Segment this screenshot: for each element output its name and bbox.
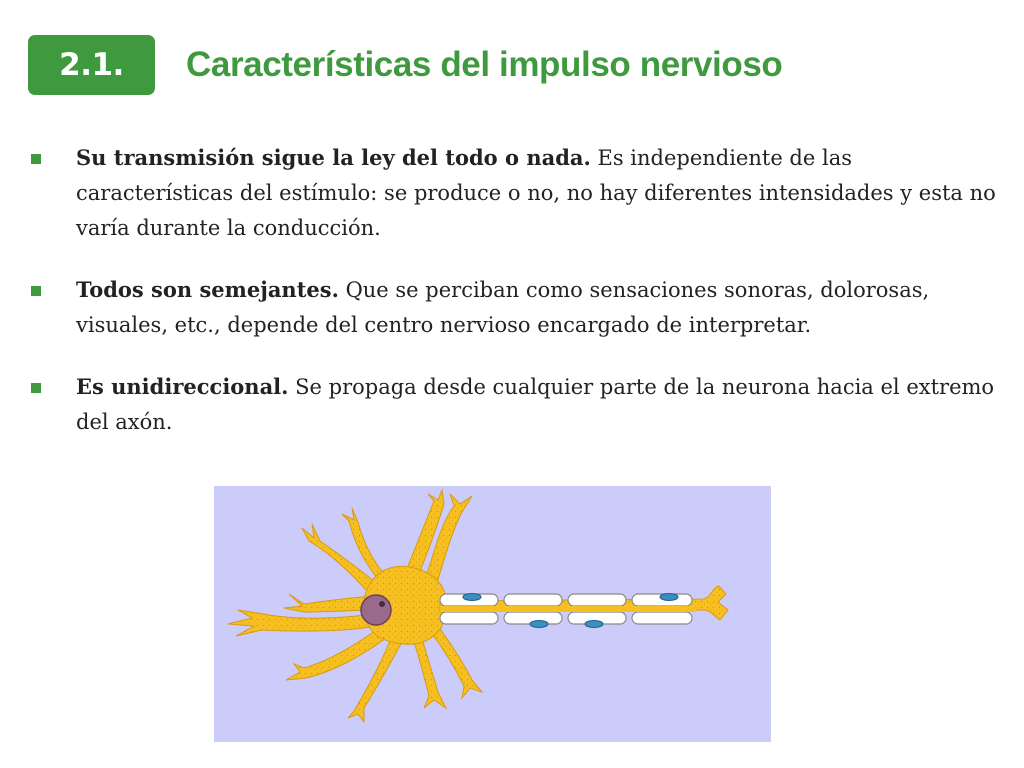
neuron-illustration-icon (214, 486, 771, 742)
list-item-law-all-or-nothing (28, 140, 1003, 246)
bullet-body-text: Se propaga desde cualquier parte de la neurona hacia el extremo del axón. (76, 375, 995, 434)
bullet-body-text: Que se perciban como sensaciones sonoras, dolorosas, visuales, etc., depende del centro nervioso encargado de interpretar. (76, 278, 930, 337)
bullet-body-text: Es independiente de las características del estímulo: se produce o no, no hay diferentes intensidades y esta no varía durante la conducción. (76, 146, 996, 240)
bullet-square-icon (31, 154, 41, 164)
nucleus-icon (361, 595, 391, 625)
section-header (28, 34, 782, 96)
bullet-lead-text: Su transmisión sigue la ley del todo o nada. (76, 145, 591, 170)
list-item-unidirectional (28, 369, 1003, 440)
bullet-lead-text: Todos son semejantes. (76, 277, 339, 302)
axon-core (440, 606, 696, 612)
bullet-square-icon (31, 286, 41, 296)
bullet-square-icon (31, 383, 41, 393)
bullet-list (28, 140, 1003, 466)
section-number-badge: 2.1. (28, 35, 155, 95)
list-item-all-similar (28, 272, 1003, 343)
bullet-lead-text: Es unidireccional. (76, 374, 289, 399)
neuron-figure (214, 486, 771, 742)
section-title: Características del impulso nervioso (186, 45, 783, 84)
